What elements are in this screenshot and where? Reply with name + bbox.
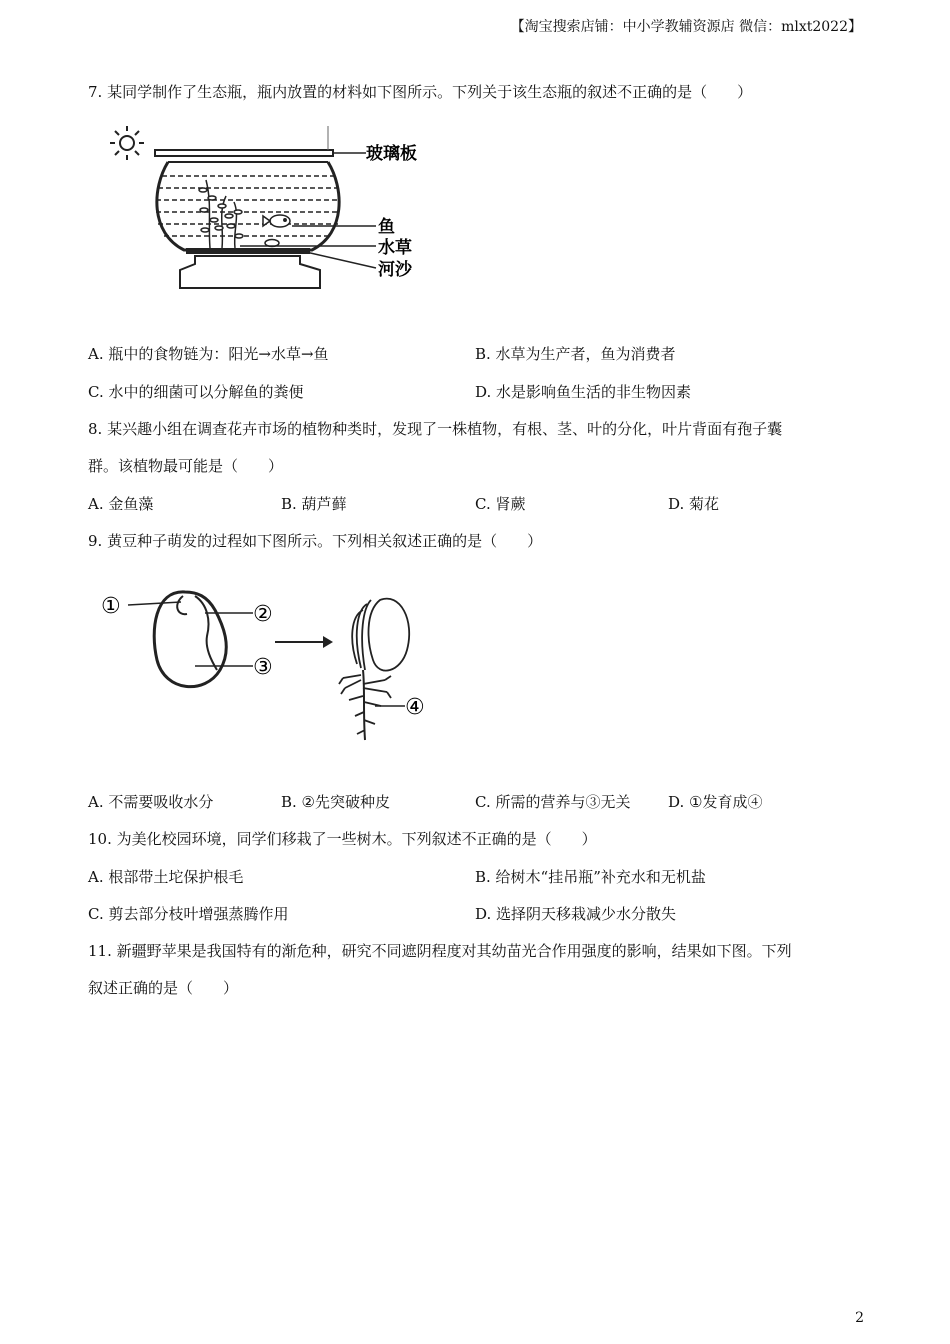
q8-option-d: D. 菊花 — [668, 495, 720, 513]
bottle-stand — [180, 256, 320, 288]
q10-option-c: C. 剪去部分枝叶增强蒸腾作用 — [88, 905, 289, 923]
sun-icon — [110, 126, 144, 160]
label-1: ① — [101, 594, 121, 619]
q7-option-a: A. 瓶中的食物链为：阳光→水草→鱼 — [88, 345, 329, 363]
q9-option-c: C. 所需的营养与③无关 — [475, 793, 631, 811]
label-fish: 鱼 — [378, 217, 395, 237]
question-10-stem: 10. 为美化校园环境，同学们移栽了一些树木。下列叙述不正确的是（ ） — [88, 830, 597, 848]
question-11-stem-line-2: 叙述正确的是（ ） — [88, 979, 239, 997]
label-water-plant: 水草 — [378, 238, 412, 258]
q9-option-d: D. ①发育成④ — [668, 793, 763, 811]
question-11-stem-line-1: 11. 新疆野苹果是我国特有的渐危种，研究不同遮阴程度对其幼苗光合作用强度的影响，结果如下图。下列 — [88, 942, 792, 960]
page-number: 2 — [855, 1310, 864, 1326]
river-sand — [186, 248, 310, 254]
q7-option-c: C. 水中的细菌可以分解鱼的粪便 — [88, 383, 304, 401]
fish — [263, 215, 290, 247]
q7-option-b: B. 水草为生产者，鱼为消费者 — [475, 345, 676, 363]
eco-bottle-figure — [100, 118, 440, 318]
question-8-stem-line-1: 8. 某兴趣小组在调查花卉市场的植物种类时，发现了一株植物，有根、茎、叶的分化，叶片背面有孢子囊 — [88, 420, 783, 438]
label-4: ④ — [405, 695, 425, 720]
label-glass-plate: 玻璃板 — [366, 144, 417, 164]
q10-option-d: D. 选择阴天移栽减少水分散失 — [475, 905, 677, 923]
q10-option-a: A. 根部带土坨保护根毛 — [88, 868, 244, 886]
q8-option-a: A. 金鱼藻 — [88, 495, 154, 513]
label-river-sand: 河沙 — [378, 260, 412, 280]
question-7-stem: 7. 某同学制作了生态瓶，瓶内放置的材料如下图所示。下列关于该生态瓶的叙述不正确的是（ ） — [88, 83, 753, 101]
q8-option-b: B. 葫芦藓 — [281, 495, 347, 513]
q9-option-a: A. 不需要吸收水分 — [88, 793, 214, 811]
question-8-stem-line-2: 群。该植物最可能是（ ） — [88, 457, 284, 475]
label-2: ② — [253, 602, 273, 627]
q10-option-b: B. 给树木“挂吊瓶”补充水和无机盐 — [475, 868, 706, 886]
seedling — [339, 599, 409, 740]
label-3: ③ — [253, 655, 273, 680]
bottle-body — [157, 162, 339, 250]
seed-germination-figure — [95, 580, 440, 755]
soybean-seed — [154, 592, 226, 687]
q7-option-d: D. 水是影响鱼生活的非生物因素 — [475, 383, 692, 401]
question-9-stem: 9. 黄豆种子萌发的过程如下图所示。下列相关叙述正确的是（ ） — [88, 532, 543, 550]
glass-plate — [155, 150, 333, 156]
q8-option-c: C. 肾蕨 — [475, 495, 526, 513]
q9-option-b: B. ②先突破种皮 — [281, 793, 391, 811]
water-plant — [199, 180, 243, 248]
header-note: 【淘宝搜索店铺：中小学教辅资源店 微信：mlxt2022】 — [510, 19, 862, 35]
